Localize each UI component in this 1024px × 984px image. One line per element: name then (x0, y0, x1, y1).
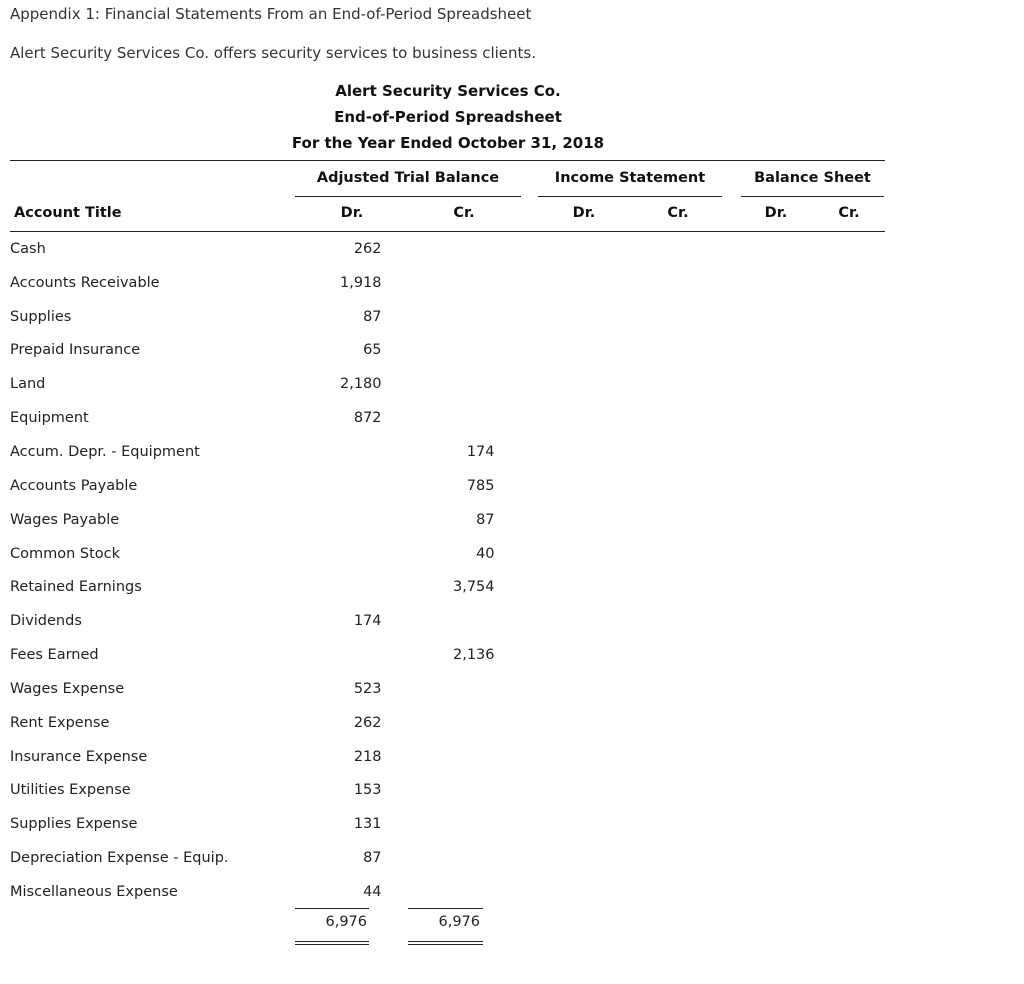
group-underline-is (538, 196, 722, 197)
table-row (10, 638, 495, 672)
atb-dr-value: 262 (353, 714, 382, 731)
table-row (10, 537, 495, 571)
group-underline-atb (295, 196, 521, 197)
atb-cr-value (382, 334, 495, 368)
atb-dr-value: 1,918 (340, 274, 382, 291)
col-bs-cr: Cr. (838, 205, 860, 221)
atb-dr-value: 262 (353, 240, 382, 257)
atb-cr-value (382, 367, 495, 401)
atb-dr-value: 131 (353, 816, 382, 833)
atb-dr-value: 2,180 (340, 376, 382, 393)
period-title: For the Year Ended October 31, 2018 (291, 134, 605, 152)
table-row (10, 774, 495, 808)
atb-dr-value (340, 537, 382, 571)
company-name: Alert Security Services Co. (335, 82, 561, 100)
total-cr-double-rule-2 (408, 944, 483, 945)
account-title: Depreciation Expense - Equip. (10, 850, 229, 867)
account-title: Prepaid Insurance (10, 342, 141, 359)
account-title: Cash (10, 240, 46, 257)
group-income-statement: Income Statement (554, 170, 706, 186)
appendix-title: Appendix 1: Financial Statements From an End-of-Period Spreadsheet (10, 5, 532, 23)
atb-cr-value: 2,136 (453, 647, 495, 664)
table-row (10, 266, 495, 300)
atb-cr-value (382, 232, 495, 266)
intro-text: Alert Security Services Co. offers security services to business clients. (10, 44, 536, 62)
atb-cr-value (382, 672, 495, 706)
col-is-cr: Cr. (667, 205, 689, 221)
account-title: Retained Earnings (10, 579, 142, 596)
atb-dr-value: 218 (353, 748, 382, 765)
atb-cr-value (382, 774, 495, 808)
account-title: Wages Expense (10, 680, 125, 697)
total-cr: 6,976 (438, 914, 480, 930)
group-underline-bs (741, 196, 884, 197)
account-title: Supplies Expense (10, 816, 138, 833)
account-title: Accum. Depr. - Equipment (10, 443, 200, 460)
table-row (10, 706, 495, 740)
atb-cr-value: 87 (476, 511, 495, 528)
col-bs-dr: Dr. (764, 205, 788, 221)
account-title: Common Stock (10, 545, 121, 562)
account-title: Accounts Payable (10, 477, 138, 494)
account-title: Wages Payable (10, 511, 120, 528)
table-row (10, 841, 495, 875)
group-balance-sheet: Balance Sheet (754, 170, 871, 186)
table-row (10, 367, 495, 401)
atb-dr-value: 87 (363, 850, 382, 867)
total-dr-top-rule (295, 908, 369, 909)
account-title: Supplies (10, 308, 72, 325)
atb-cr-value: 174 (466, 443, 495, 460)
table-row (10, 401, 495, 435)
atb-cr-value: 785 (466, 477, 495, 494)
total-dr: 6,976 (325, 914, 367, 930)
atb-dr-value: 174 (353, 613, 382, 630)
total-cr-double-rule-1 (408, 941, 483, 942)
col-account-title: Account Title (14, 205, 122, 221)
atb-dr-value: 153 (353, 782, 382, 799)
table-row (10, 435, 495, 469)
table-row (10, 740, 495, 774)
atb-dr-value (340, 435, 382, 469)
atb-dr-value: 65 (363, 342, 382, 359)
atb-dr-value: 44 (363, 883, 382, 900)
account-title: Utilities Expense (10, 782, 131, 799)
atb-cr-value (382, 266, 495, 300)
group-adjusted-trial-balance: Adjusted Trial Balance (316, 170, 500, 186)
table-row (10, 570, 495, 604)
atb-cr-value (382, 401, 495, 435)
atb-cr-value: 40 (476, 545, 495, 562)
account-title: Fees Earned (10, 647, 99, 664)
col-is-dr: Dr. (572, 205, 596, 221)
sheet-title: End-of-Period Spreadsheet (334, 108, 562, 126)
atb-cr-value (382, 807, 495, 841)
atb-dr-value: 523 (353, 680, 382, 697)
total-dr-double-rule-1 (295, 941, 369, 942)
table-row (10, 300, 495, 334)
atb-cr-value (382, 841, 495, 875)
total-dr-double-rule-2 (295, 944, 369, 945)
atb-dr-value (340, 638, 382, 672)
col-atb-dr: Dr. (340, 205, 364, 221)
account-title: Accounts Receivable (10, 274, 160, 291)
atb-cr-value (382, 300, 495, 334)
atb-dr-value (340, 570, 382, 604)
account-title: Insurance Expense (10, 748, 148, 765)
total-cr-top-rule (408, 908, 483, 909)
col-atb-cr: Cr. (453, 205, 475, 221)
atb-cr-value (382, 604, 495, 638)
atb-dr-value: 872 (353, 410, 382, 427)
top-rule (10, 160, 885, 161)
table-row (10, 875, 495, 909)
atb-dr-value (340, 503, 382, 537)
table-row (10, 604, 495, 638)
table-row (10, 503, 495, 537)
atb-cr-value (382, 875, 495, 909)
table-row (10, 334, 495, 368)
atb-dr-value: 87 (363, 308, 382, 325)
account-title: Equipment (10, 410, 89, 427)
account-title: Land (10, 376, 46, 393)
spreadsheet-table (10, 232, 495, 909)
atb-cr-value (382, 740, 495, 774)
table-row (10, 232, 495, 266)
atb-cr-value (382, 706, 495, 740)
account-title: Dividends (10, 613, 82, 630)
atb-cr-value: 3,754 (453, 579, 495, 596)
atb-dr-value (340, 469, 382, 503)
table-row (10, 807, 495, 841)
table-row (10, 469, 495, 503)
account-title: Rent Expense (10, 714, 110, 731)
account-title: Miscellaneous Expense (10, 883, 178, 900)
table-row (10, 672, 495, 706)
